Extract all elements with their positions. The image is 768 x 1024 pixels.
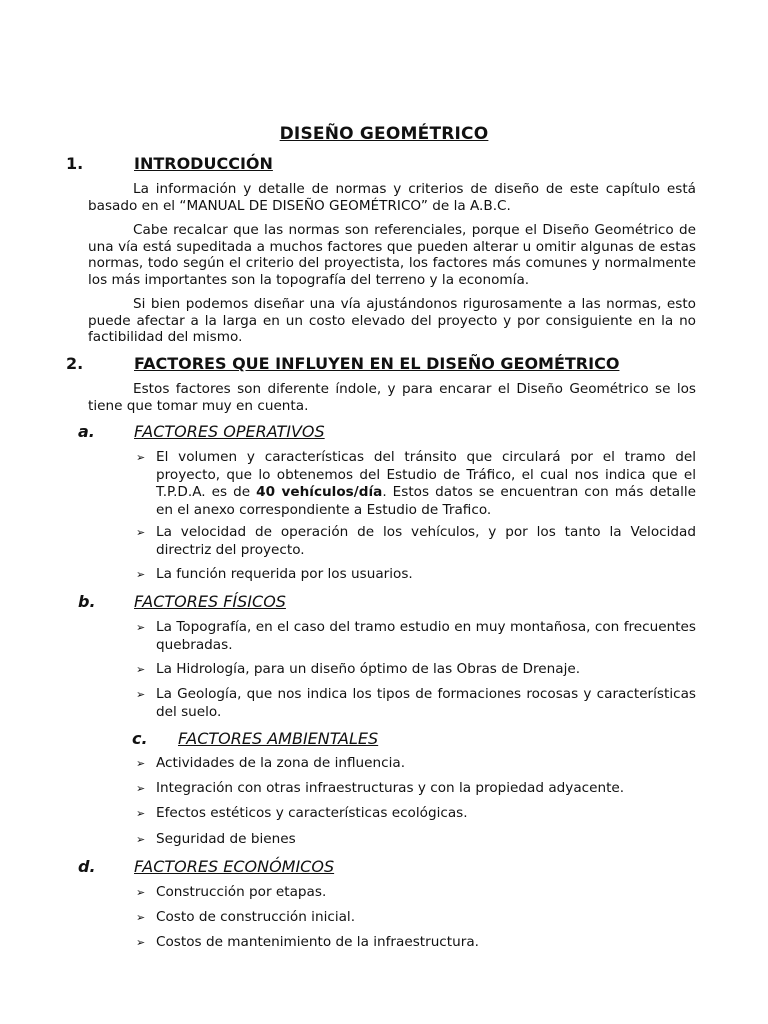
subsection-title: FACTORES ECONÓMICOS	[134, 857, 335, 876]
list-item-text: Seguridad de bienes	[156, 831, 296, 847]
subsection-title: FACTORES AMBIENTALES	[178, 729, 379, 748]
list-item-text: La Hidrología, para un diseño óptimo de las Obras de Drenaje.	[156, 661, 581, 677]
list-item-text: La Topografía, en el caso del tramo estudio en muy montañosa, con frecuentes quebradas.	[156, 619, 696, 653]
subsection-heading-fisicos	[0, 592, 700, 614]
paragraph: Si bien podemos diseñar una vía ajustándonos rigurosamente a las normas, esto puede afectar a la larga en un costo elevado del proyecto y por consiguiente en la no factibilidad del mismo.	[88, 296, 696, 345]
list-item	[136, 524, 696, 560]
arrow-bullet-icon: ➢	[136, 526, 146, 539]
arrow-bullet-icon: ➢	[136, 757, 146, 770]
subsection-title: FACTORES FÍSICOS	[134, 592, 286, 611]
list-item-text: Efectos estéticos y características ecológicas.	[156, 805, 468, 821]
list-item	[136, 805, 696, 823]
arrow-bullet-icon: ➢	[136, 451, 146, 464]
list-item-text: Costo de construcción inicial.	[156, 909, 356, 925]
paragraph: Estos factores son diferente índole, y para encarar el Diseño Geométrico se los tiene que tomar muy en cuenta.	[88, 381, 696, 414]
arrow-bullet-icon: ➢	[136, 621, 146, 634]
arrow-bullet-icon: ➢	[136, 663, 146, 676]
list-item	[136, 619, 696, 655]
list-item-text: La velocidad de operación de los vehículos, y por los tanto la Velocidad directriz del proyecto.	[156, 524, 696, 558]
arrow-bullet-icon: ➢	[136, 911, 146, 924]
document-title: DISEÑO GEOMÉTRICO	[279, 124, 489, 144]
list-item	[136, 780, 696, 798]
arrow-bullet-icon: ➢	[136, 568, 146, 581]
paragraph: La información y detalle de normas y criterios de diseño de este capítulo está basado en el “MANUAL DE DISEÑO GEOMÉTRICO” de la A.B.C.	[88, 181, 696, 214]
subsection-title: FACTORES OPERATIVOS	[134, 422, 325, 441]
arrow-bullet-icon: ➢	[136, 886, 146, 899]
paragraph: Cabe recalcar que las normas son referenciales, porque el Diseño Geométrico de una vía está supeditada a muchos factores que pueden alterar u omitir algunas de estas normas, todo según el criterio del proyectista, los factores más comunes y normalmente los más importantes son la topografía del terreno y la economía.	[88, 222, 696, 288]
subsection-letter: a.	[78, 422, 95, 441]
list-item	[136, 884, 696, 902]
list-item	[136, 686, 696, 722]
section-number: 1.	[66, 154, 84, 173]
section-heading-factores	[66, 354, 726, 376]
arrow-bullet-icon: ➢	[136, 936, 146, 949]
list-item	[136, 934, 696, 952]
arrow-bullet-icon: ➢	[136, 782, 146, 795]
subsection-letter: d.	[78, 857, 96, 876]
section-heading-introduccion	[66, 154, 706, 176]
tpda-value: 40 vehículos/día	[256, 484, 383, 500]
list-item	[136, 661, 696, 679]
list-item-text: Integración con otras infraestructuras y con la propiedad adyacente.	[156, 780, 625, 796]
list-item	[136, 566, 696, 584]
list-item-text: El volumen y características del tránsito que circulará por el tramo del proyecto, que lo obtenemos del Estudio de Tráfico, el cual nos indica que el T.P.D.A. es de 40 vehículos/día. Estos datos se encuentran con más detalle en el anexo correspondiente a Estudio de Trafico.	[156, 449, 697, 518]
subsection-heading-economicos	[0, 857, 700, 879]
arrow-bullet-icon: ➢	[136, 688, 146, 701]
list-item	[136, 909, 696, 927]
list-item-text: Construcción por etapas.	[156, 884, 327, 900]
subsection-heading-operativos	[0, 422, 700, 444]
list-item-text: La función requerida por los usuarios.	[156, 566, 413, 582]
list-item	[136, 755, 696, 773]
subsection-letter: b.	[78, 592, 96, 611]
section-title: INTRODUCCIÓN	[134, 154, 273, 173]
arrow-bullet-icon: ➢	[136, 807, 146, 820]
list-item-text: La Geología, que nos indica los tipos de formaciones rocosas y características del suelo.	[156, 686, 696, 720]
subsection-heading-ambientales	[0, 729, 700, 751]
list-item-text: Actividades de la zona de influencia.	[156, 755, 406, 771]
list-item	[136, 831, 696, 849]
list-item	[136, 449, 696, 519]
list-item-text: Costos de mantenimiento de la infraestructura.	[156, 934, 479, 950]
section-number: 2.	[66, 354, 84, 373]
arrow-bullet-icon: ➢	[136, 833, 146, 846]
section-title: FACTORES QUE INFLUYEN EN EL DISEÑO GEOMÉTRICO	[134, 354, 620, 373]
subsection-letter: c.	[132, 729, 148, 748]
